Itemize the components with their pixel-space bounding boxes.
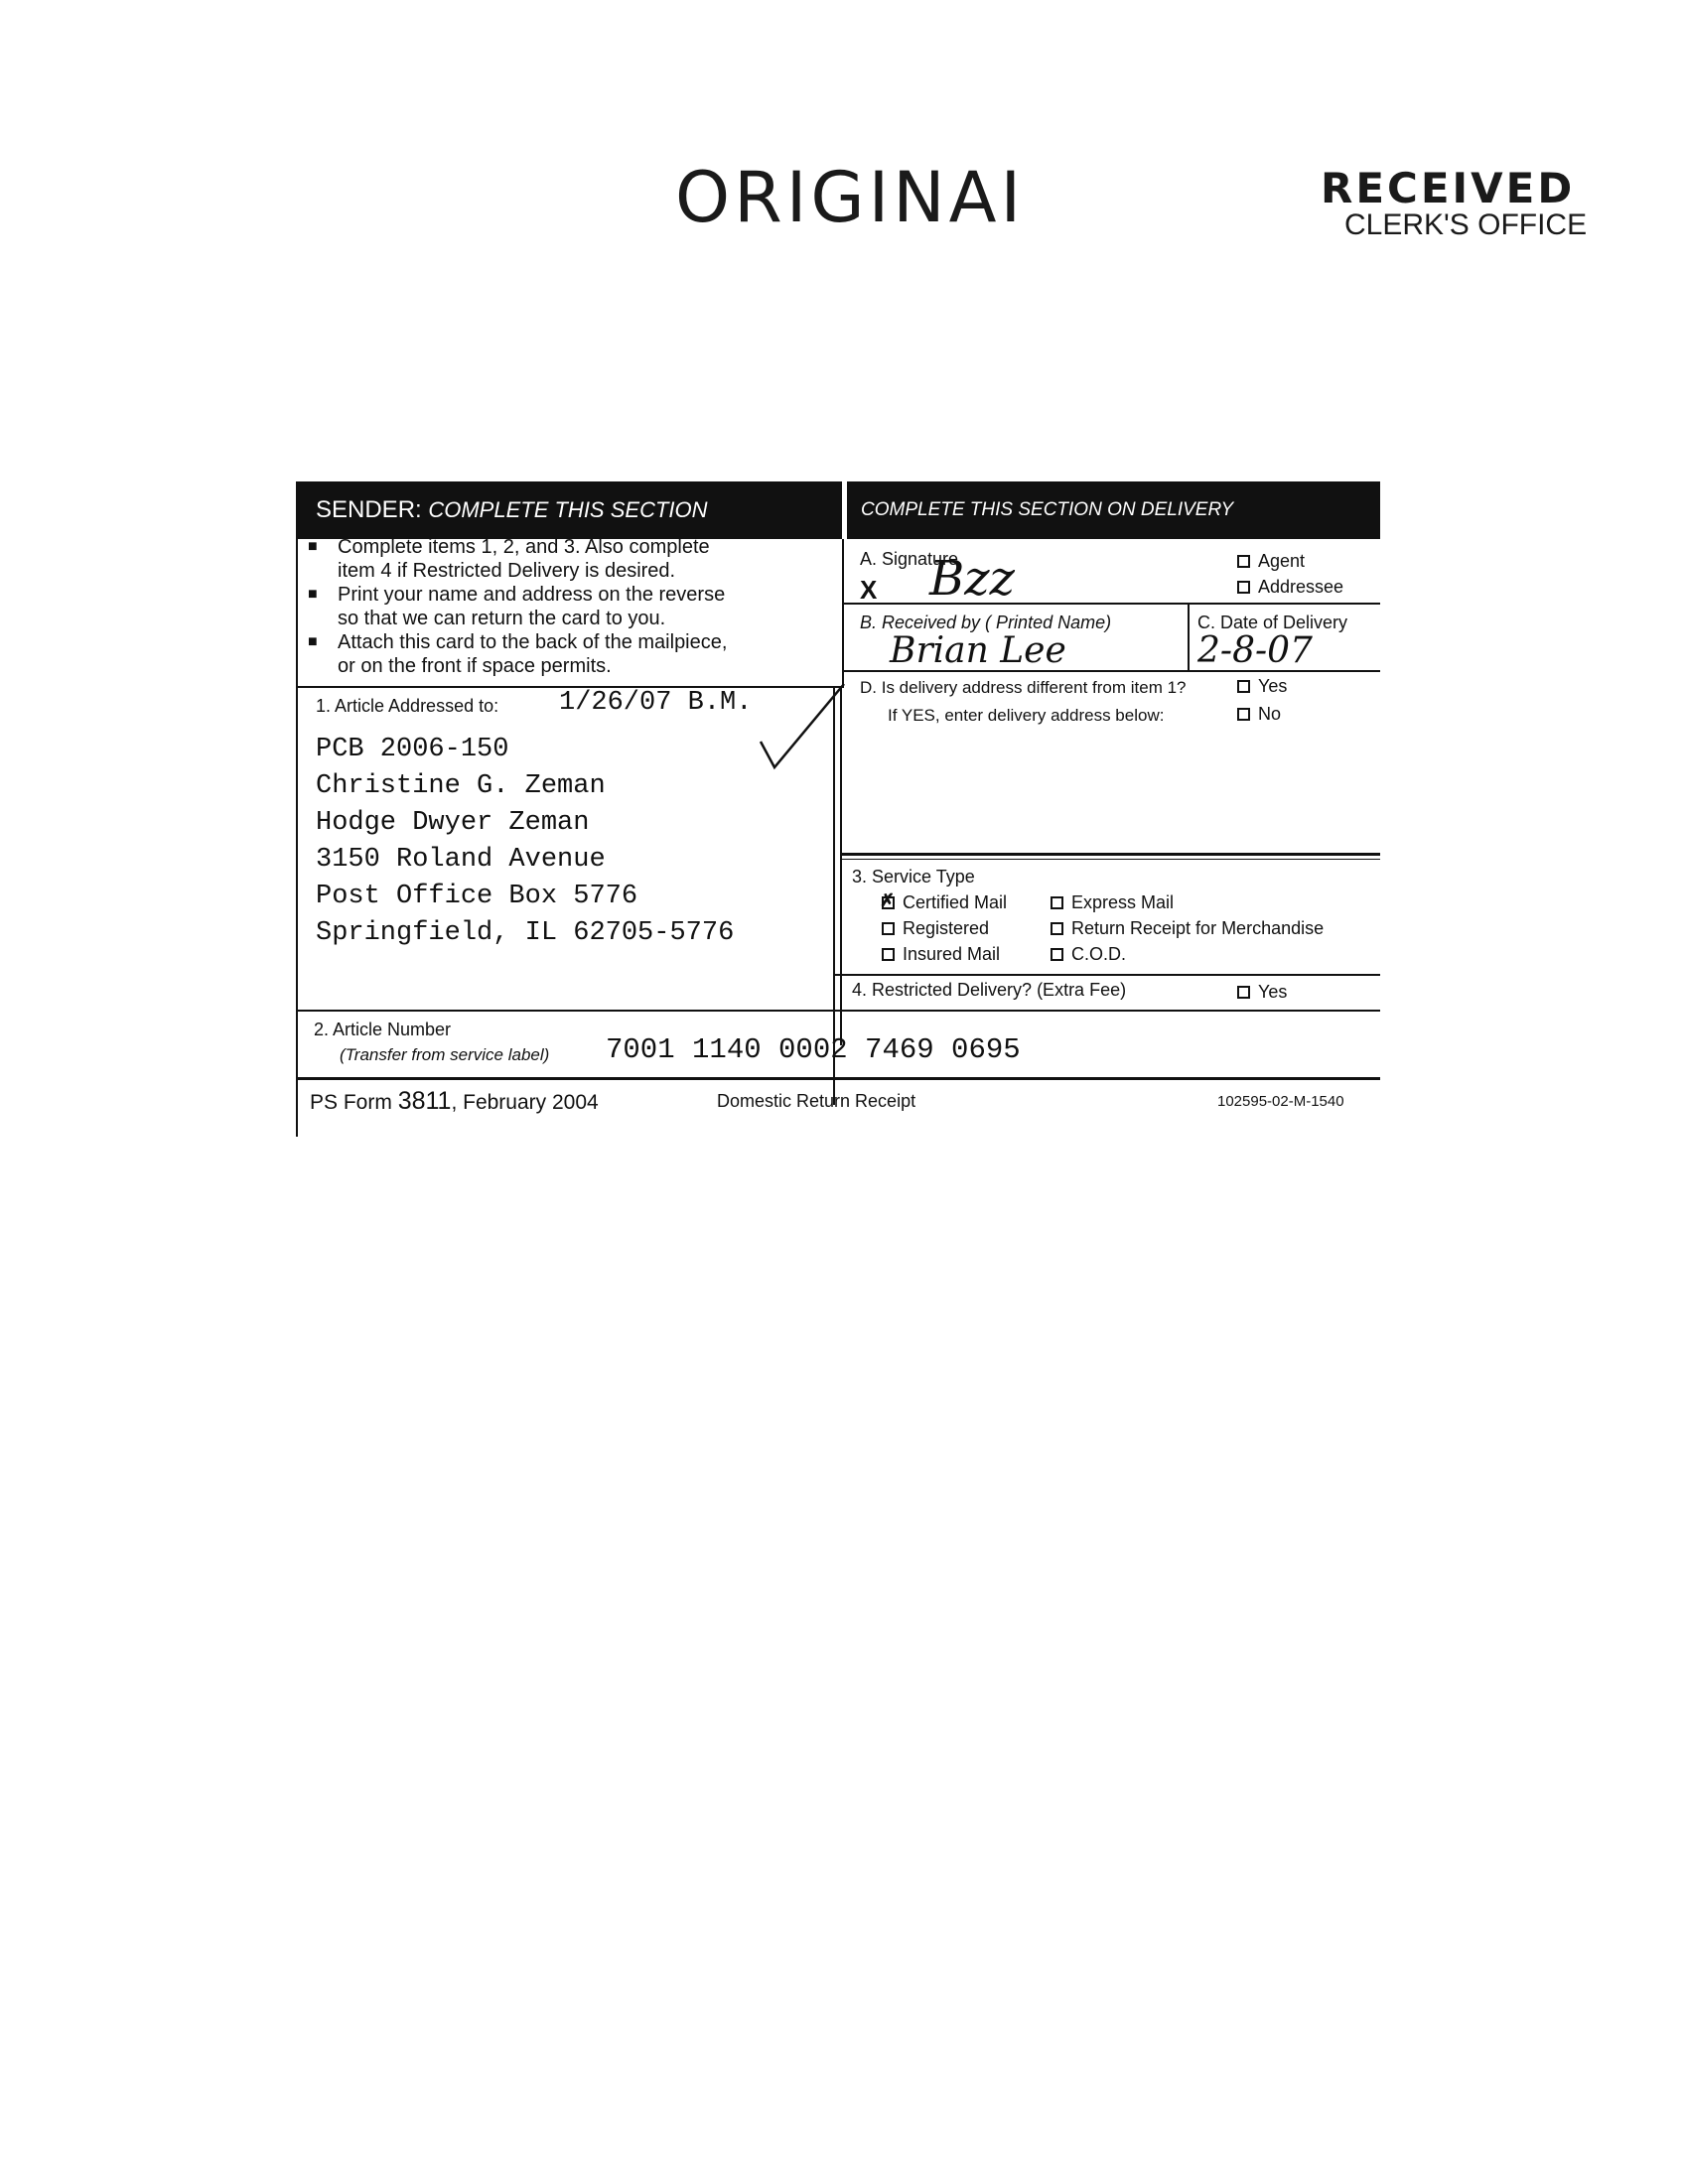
received-stamp xyxy=(1321,164,1618,241)
agent-checkbox[interactable] xyxy=(1237,555,1250,568)
cod-label: C.O.D. xyxy=(1071,944,1127,964)
sender-title-italic: COMPLETE THIS SECTION xyxy=(428,497,708,522)
d-question-line1: D. Is delivery address different from item 1? xyxy=(860,678,1187,697)
certified-label: Certified Mail xyxy=(903,892,1008,912)
instruction-line: so that we can return the card to you. xyxy=(338,608,666,629)
received-by-value: Brian Lee xyxy=(890,630,1066,671)
date-of-delivery-label: C. Date of Delivery xyxy=(1197,613,1348,632)
express-checkbox[interactable] xyxy=(1051,896,1063,909)
stamp-clerks-office: CLERK'S OFFICE xyxy=(1344,208,1588,241)
service-bottom-rule xyxy=(833,974,1380,976)
form-id xyxy=(310,1087,599,1116)
address-line: Christine G. Zeman xyxy=(316,771,606,801)
d-no-checkbox[interactable] xyxy=(1237,708,1250,721)
d-yes-option xyxy=(1237,676,1287,697)
instruction-line: Print your name and address on the reverse xyxy=(338,584,726,606)
return-receipt-label: Return Receipt for Merchandise xyxy=(1071,918,1325,938)
date-of-delivery-value: 2-8-07 xyxy=(1197,630,1313,671)
insured-checkbox[interactable] xyxy=(882,948,895,961)
signature-label: A. Signature xyxy=(860,549,959,569)
restricted-yes-checkbox[interactable] xyxy=(1237,986,1250,999)
addressee-option xyxy=(1237,577,1343,598)
address-line: PCB 2006-150 xyxy=(316,735,509,764)
form-title: Domestic Return Receipt xyxy=(717,1091,916,1111)
express-option xyxy=(1051,892,1174,913)
form-code: 102595-02-M-1540 xyxy=(1217,1093,1344,1110)
service-type-label: 3. Service Type xyxy=(852,867,975,887)
signature-x: X xyxy=(860,575,878,605)
restricted-yes-option xyxy=(1237,982,1287,1003)
return-receipt-card xyxy=(296,452,1380,1137)
address-line: Post Office Box 5776 xyxy=(316,882,638,911)
check-mark-icon: ✗ xyxy=(880,890,896,910)
agent-option xyxy=(1237,551,1305,572)
received-by-label: B. Received by ( Printed Name) xyxy=(860,613,1112,632)
address-line: 3150 Roland Avenue xyxy=(316,845,606,875)
instruction-line: item 4 if Restricted Delivery is desired. xyxy=(338,560,676,582)
signature-value: Bzz xyxy=(929,551,1015,607)
d-no-label: No xyxy=(1258,704,1282,724)
addressee-block xyxy=(316,732,734,952)
instruction-line: Complete items 1, 2, and 3. Also complete xyxy=(338,536,710,558)
signature-bottom-rule xyxy=(842,603,1380,605)
date-divider xyxy=(1188,603,1190,670)
card-left-border xyxy=(296,481,298,1137)
stamp-received: RECEIVED xyxy=(1321,164,1576,212)
form-date: , February 2004 xyxy=(451,1091,599,1114)
original-mark: ORIGINAI xyxy=(675,157,1026,238)
article-number-top-rule xyxy=(296,1010,1380,1012)
address-line: Springfield, IL 62705-5776 xyxy=(316,918,735,948)
return-receipt-checkbox[interactable] xyxy=(1051,922,1063,935)
certified-checkbox[interactable] xyxy=(880,890,896,910)
agent-label: Agent xyxy=(1258,551,1306,571)
d-section-bottom-rule-2 xyxy=(842,859,1380,860)
form-prefix: PS Form xyxy=(310,1091,392,1114)
d-question-line2: If YES, enter delivery address below: xyxy=(888,706,1165,725)
instruction-line: or on the front if space permits. xyxy=(338,655,612,677)
sender-header xyxy=(296,481,842,539)
article-number-value: 7001 1140 0002 7469 0695 xyxy=(606,1033,1021,1066)
article-number-sublabel: (Transfer from service label) xyxy=(340,1045,550,1064)
registered-checkbox[interactable] xyxy=(882,922,895,935)
d-yes-label: Yes xyxy=(1258,676,1288,696)
express-label: Express Mail xyxy=(1071,892,1175,912)
article-date-note: 1/26/07 B.M. xyxy=(559,688,753,718)
sender-instructions: ■ Complete items 1, 2, and 3. Also complete item 4 if Restricted Delivery is desired. ■ Print your name and address on the reverse so that we can return the card to you. ■ Attach this card to the back of the mailpiece, or on the front if space permits. xyxy=(308,536,728,677)
form-number: 3811 xyxy=(397,1087,452,1115)
footer-top-rule xyxy=(296,1077,1380,1080)
d-section-bottom-rule xyxy=(842,853,1380,856)
registered-label: Registered xyxy=(903,918,990,938)
insured-option xyxy=(882,944,1000,965)
addressee-label: Addressee xyxy=(1258,577,1344,597)
cod-option xyxy=(1051,944,1126,965)
certified-option xyxy=(882,892,1007,913)
insured-label: Insured Mail xyxy=(903,944,1001,964)
addressee-checkbox[interactable] xyxy=(1237,581,1250,594)
restricted-delivery-label: 4. Restricted Delivery? (Extra Fee) xyxy=(852,980,1127,1000)
restricted-yes-label: Yes xyxy=(1258,982,1288,1002)
d-yes-checkbox[interactable] xyxy=(1237,680,1250,693)
return-receipt-option xyxy=(1051,918,1324,939)
divider-top xyxy=(842,539,844,688)
registered-option xyxy=(882,918,989,939)
checkmark-icon xyxy=(753,680,852,779)
article-number-label: 2. Article Number xyxy=(314,1020,452,1039)
d-no-option xyxy=(1237,704,1281,725)
sender-title-bold: SENDER: xyxy=(316,496,422,523)
delivery-header: COMPLETE THIS SECTION ON DELIVERY xyxy=(847,481,1380,539)
address-line: Hodge Dwyer Zeman xyxy=(316,808,590,838)
instruction-line: Attach this card to the back of the mailpiece, xyxy=(338,631,728,653)
article-addressed-label: 1. Article Addressed to: xyxy=(316,696,499,716)
cod-checkbox[interactable] xyxy=(1051,948,1063,961)
